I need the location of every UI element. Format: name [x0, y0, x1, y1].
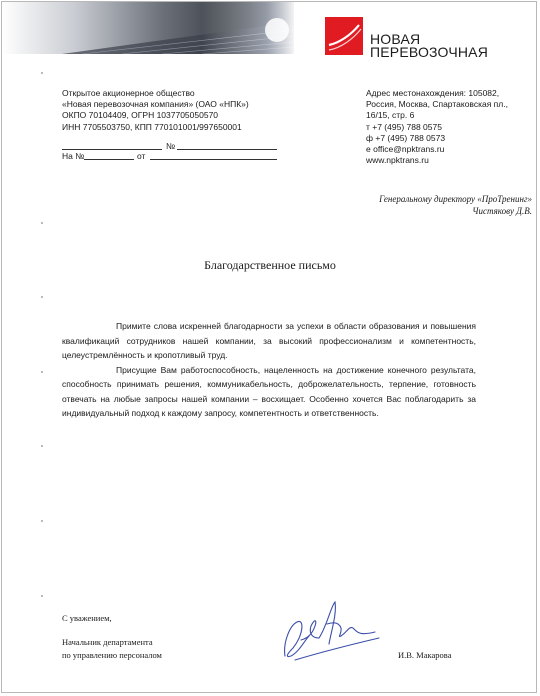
reply-to-number-field	[84, 159, 134, 160]
margin-dot	[41, 595, 43, 597]
website-line: www.npktrans.ru	[366, 155, 429, 166]
margin-dot	[41, 296, 43, 298]
recipient-block	[379, 193, 532, 217]
logo-text-line2: ПЕРЕВОЗОЧНАЯ	[370, 44, 489, 60]
address-line: Россия, Москва, Спартаковская пл.,	[366, 99, 508, 110]
company-line: Открытое акционерное общество	[62, 88, 195, 98]
margin-dot	[41, 371, 43, 373]
signatory-name: И.В. Макарова	[398, 650, 452, 660]
signatory-position	[62, 636, 162, 662]
recipient-line2: Чистякову Д.В.	[472, 206, 532, 216]
position-line2: по управлению персоналом	[62, 650, 162, 660]
company-logo	[325, 17, 515, 60]
number-label: №	[166, 141, 176, 151]
margin-dot	[41, 445, 43, 447]
body-paragraph: Присущие Вам работоспособность, нацеленность на достижение конечного результата, способность принимать решения, коммуникабельность, доброжелательность, терпение, готовность отвечать на любые запросы нашей компании – восхищает. Особенно хочется Вас поблагодарить за индивидуальный подход к каждому запросу, компетентность и ответственность.	[62, 364, 476, 418]
position-line1: Начальник департамента	[62, 637, 153, 647]
email-line: e office@npktrans.ru	[366, 144, 445, 155]
reply-to-date-field	[150, 159, 277, 160]
company-line: ОКПО 70104409, ОГРН 1037705050570	[62, 110, 219, 121]
company-address	[366, 88, 508, 166]
handwritten-signature	[275, 596, 385, 668]
fax-line: ф +7 (495) 788 0573	[366, 132, 446, 143]
letter-body	[62, 319, 476, 421]
margin-dot	[41, 520, 43, 522]
margin-dot	[41, 72, 43, 74]
reply-to-date-label: от	[137, 151, 146, 161]
outgoing-date-field	[177, 149, 277, 150]
address-line: Адрес местонахождения: 105082,	[366, 88, 500, 98]
company-requisites	[62, 88, 249, 133]
company-line: «Новая перевозочная компания» (ОАО «НПК»)	[62, 99, 249, 110]
phone-line: т +7 (495) 788 0575	[366, 121, 442, 132]
margin-dot	[41, 222, 43, 224]
address-line: 16/15, стр. 6	[366, 110, 415, 121]
logo-mark-icon	[325, 17, 363, 55]
header-banner-image	[2, 2, 294, 54]
body-paragraph: Примите слова искренней благодарности за успехи в области образования и повышения квалификаций сотрудников нашей компании, за высокий профессионализм и компетентность, целеустремлённость и кропотливый труд.	[62, 321, 476, 360]
outgoing-number-field	[62, 149, 162, 150]
letter-title: Благодарственное письмо	[204, 258, 336, 272]
company-line: ИНН 7705503750, КПП 770101001/997650001	[62, 121, 242, 132]
closing-regards: С уважением,	[62, 613, 112, 623]
logo-text-line1: НОВАЯ	[370, 31, 421, 47]
reply-to-number-label: На №	[62, 151, 85, 161]
recipient-line1: Генеральному директору «ПроТренинг»	[379, 194, 532, 204]
